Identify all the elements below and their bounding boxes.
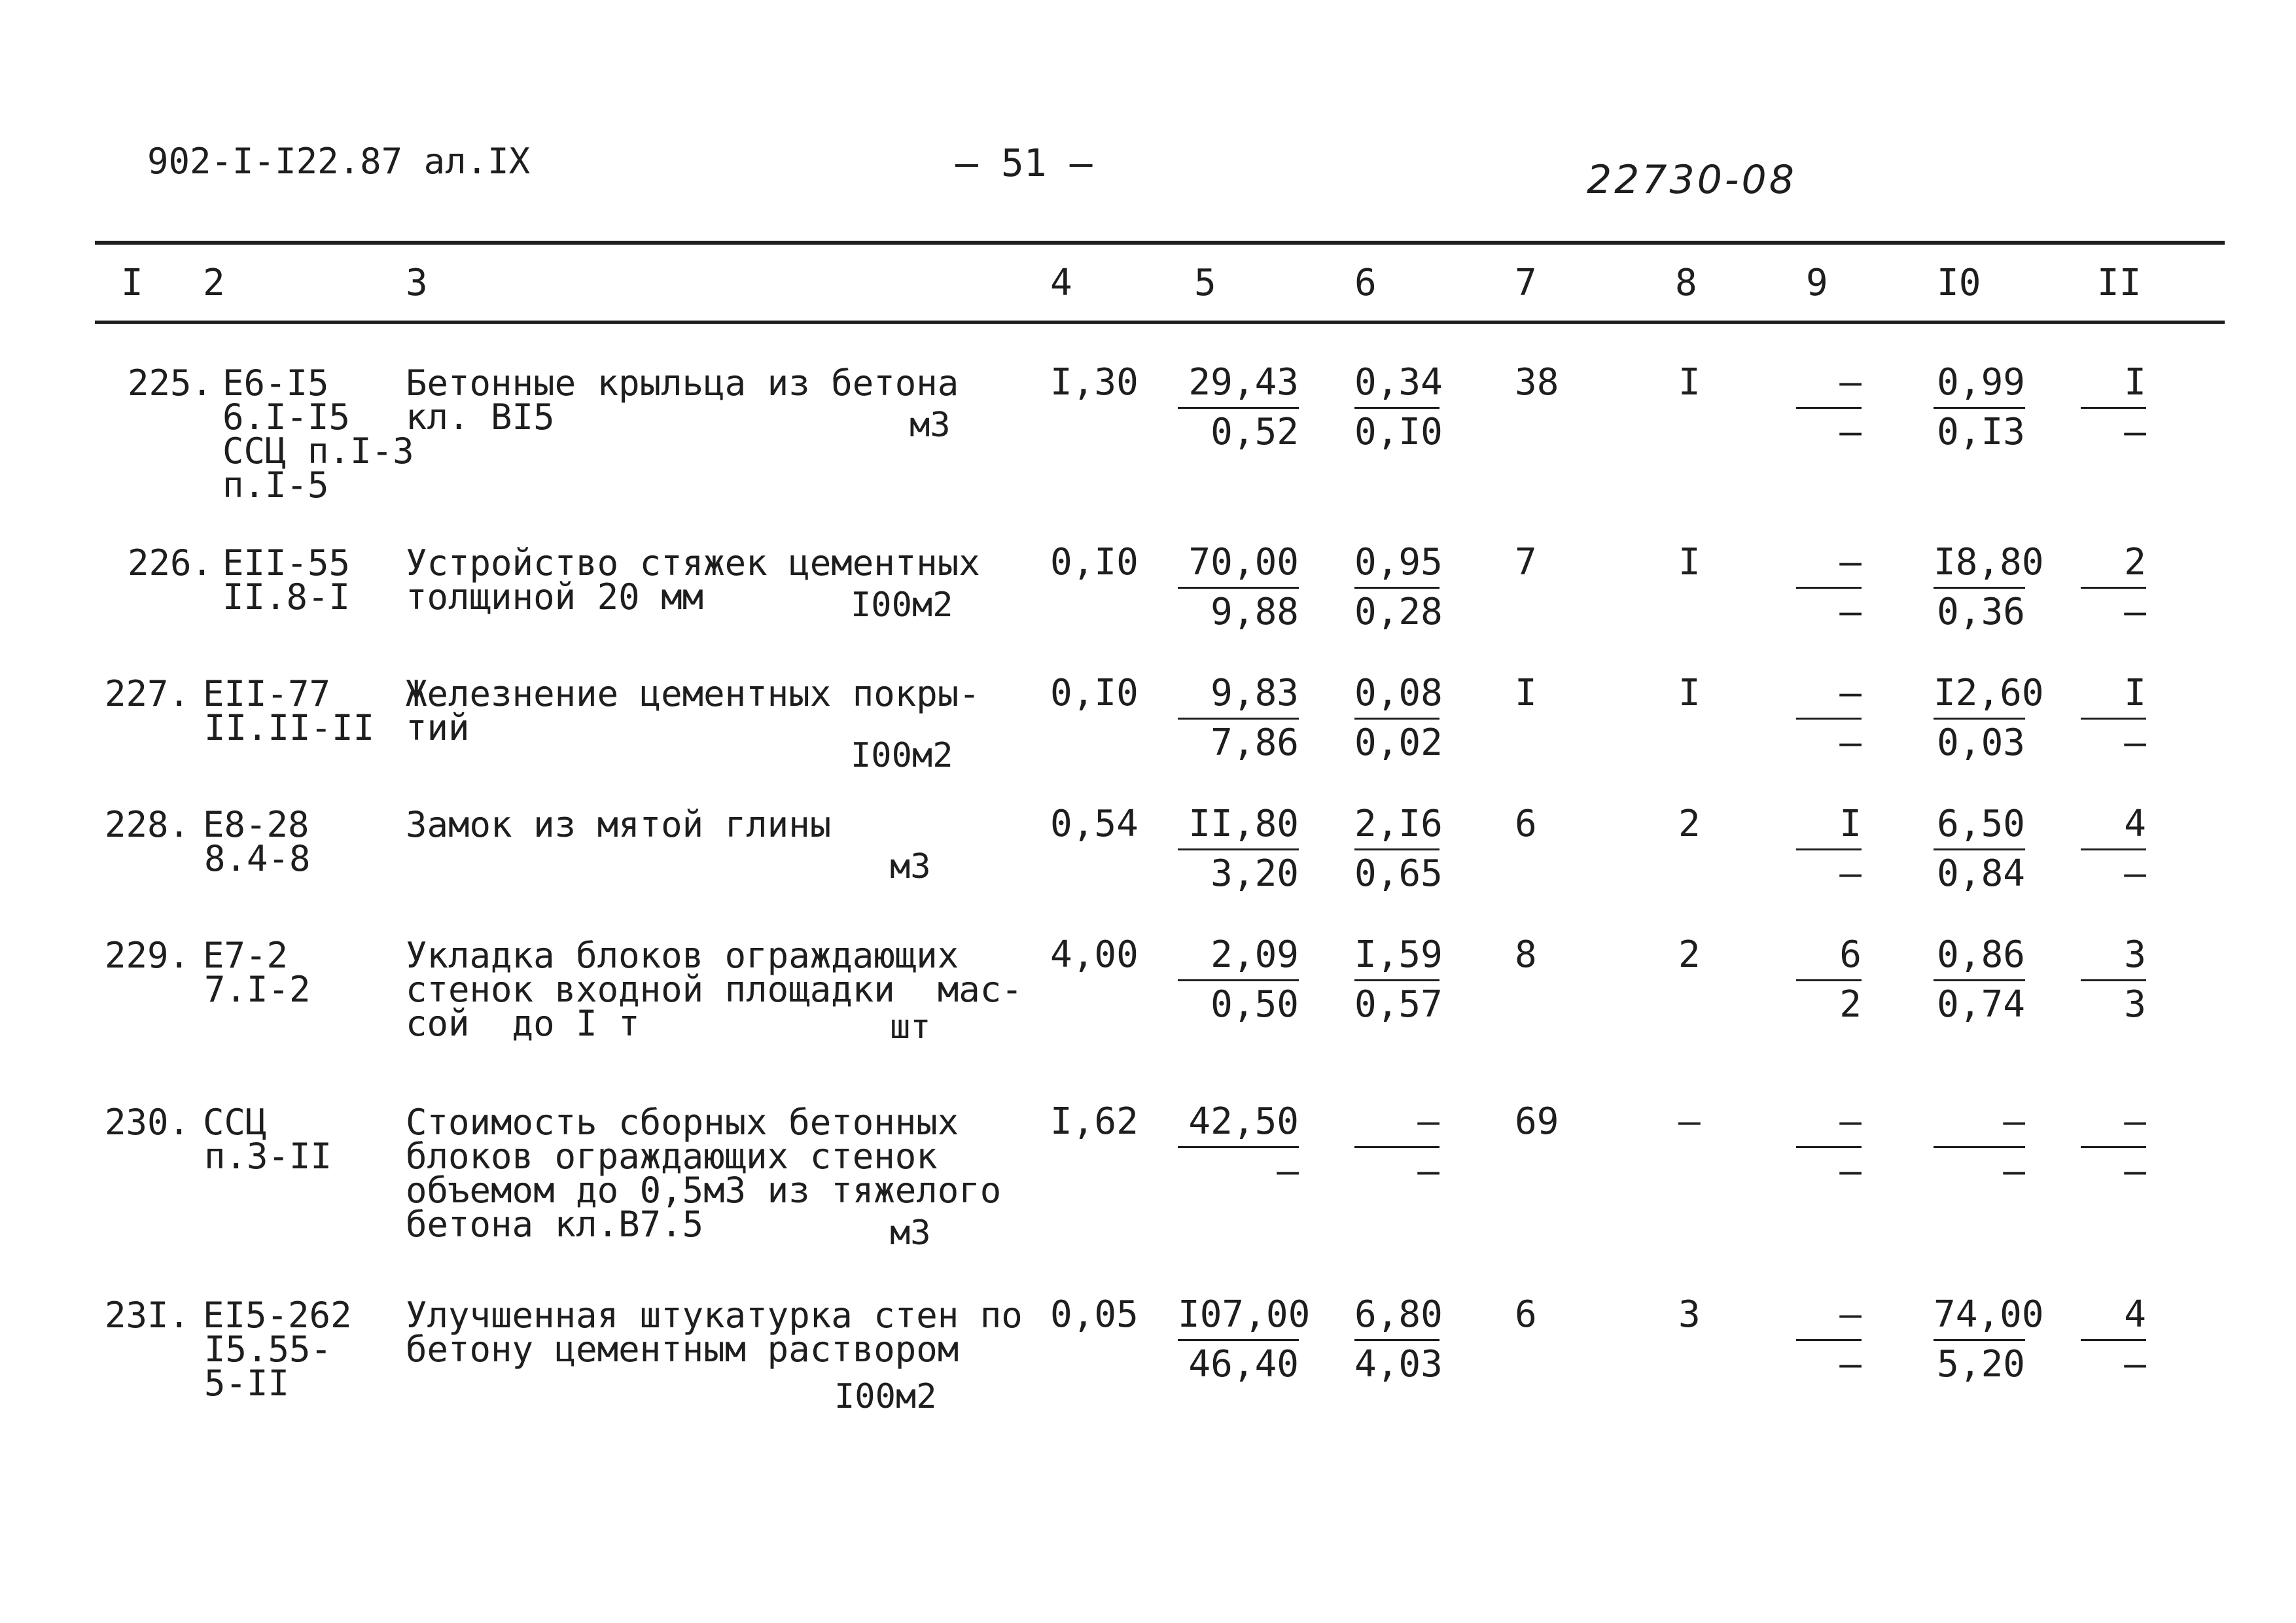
quantity: I,30 (1050, 361, 1139, 404)
fraction-line (1178, 587, 1299, 589)
fraction-line (1354, 1146, 1439, 1148)
fraction-line (2081, 979, 2146, 981)
column-header: 5 (1194, 262, 1216, 304)
fraction-line (1354, 1339, 1439, 1341)
col9-value-bottom: – (1839, 591, 1862, 633)
col9-value-top: – (1839, 361, 1862, 404)
fraction-line (1796, 718, 1862, 720)
col8-value: 2 (1678, 803, 1701, 845)
rate-code: I5.55- (204, 1329, 332, 1370)
fraction-line (1354, 848, 1439, 850)
col11-value-bottom: 3 (2124, 983, 2146, 1026)
work-description: Железнение цементных покры- (406, 673, 980, 714)
fraction-line (1178, 718, 1299, 720)
fraction-line (1796, 979, 1862, 981)
col10-value-top: 6,50 (1937, 803, 2025, 845)
col11-value-bottom: – (2124, 1150, 2146, 1193)
base-cost-top: 2,09 (1210, 934, 1299, 976)
unit-of-measure: м3 (890, 1213, 931, 1253)
fraction-line (1934, 587, 2025, 589)
row-number: 228. (105, 804, 190, 845)
col9-value-top: – (1839, 672, 1862, 714)
labor-cost-top: 0,95 (1354, 541, 1443, 584)
row-number: 23I. (105, 1295, 190, 1336)
col9-value-top: – (1839, 1293, 1862, 1336)
col11-value-bottom: – (2124, 591, 2146, 633)
fraction-line (2081, 718, 2146, 720)
base-cost-bottom: 7,86 (1210, 722, 1299, 764)
fraction-line (1178, 1339, 1299, 1341)
unit-of-measure: шт (890, 1007, 931, 1047)
fraction-line (1796, 1146, 1862, 1148)
labor-cost-top: 0,08 (1354, 672, 1443, 714)
labor-cost-bottom: 4,03 (1354, 1343, 1443, 1386)
col11-value-top: I (2124, 361, 2146, 404)
base-cost-bottom: 46,40 (1188, 1343, 1299, 1386)
unit-of-measure: м3 (910, 406, 951, 445)
col8-value: 3 (1678, 1293, 1701, 1336)
col8-value: I (1678, 672, 1701, 714)
base-cost-top: II,80 (1188, 803, 1299, 845)
work-description: кл. BI5 (406, 396, 555, 438)
base-cost-bottom: – (1277, 1150, 1299, 1193)
work-description: Стоимость сборных бетонных (406, 1102, 959, 1143)
labor-cost-bottom: – (1417, 1150, 1439, 1193)
fraction-line (1178, 979, 1299, 981)
column-header: I (121, 262, 143, 304)
col11-value-top: 4 (2124, 803, 2146, 845)
rate-code: E8-28 (203, 804, 309, 845)
col10-value-bottom: 0,84 (1937, 852, 2025, 895)
fraction-line (1354, 718, 1439, 720)
fraction-line (1178, 1146, 1299, 1148)
col10-value-top: I8,80 (1934, 541, 2044, 584)
col9-value-bottom: – (1839, 411, 1862, 453)
col7-value: 6 (1515, 1293, 1537, 1336)
rate-code: 8.4-8 (204, 838, 311, 879)
col8-value: I (1678, 361, 1701, 404)
col7-value: 8 (1515, 934, 1537, 976)
fraction-line (1796, 848, 1862, 850)
base-cost-bottom: 0,52 (1210, 411, 1299, 453)
col10-value-bottom: 0,36 (1937, 591, 2025, 633)
col7-value: 6 (1515, 803, 1537, 845)
rate-code: E6-I5 (222, 362, 329, 404)
fraction-line (1934, 1339, 2025, 1341)
labor-cost-top: 6,80 (1354, 1293, 1443, 1336)
base-cost-top: I07,00 (1178, 1293, 1311, 1336)
rate-code: E7-2 (203, 935, 289, 976)
base-cost-top: 70,00 (1188, 541, 1299, 584)
row-number: 225. (128, 362, 213, 404)
col10-value-bottom: 0,03 (1937, 722, 2025, 764)
fraction-line (1354, 979, 1439, 981)
col7-value: 7 (1515, 541, 1537, 584)
col8-value: I (1678, 541, 1701, 584)
col8-value: – (1678, 1100, 1701, 1143)
column-header: 7 (1515, 262, 1537, 304)
col9-value-bottom: 2 (1839, 983, 1862, 1026)
quantity: 0,54 (1050, 803, 1139, 845)
fraction-line (2081, 587, 2146, 589)
quantity: 4,00 (1050, 934, 1139, 976)
fraction-line (1354, 587, 1439, 589)
col10-value-top: 0,86 (1937, 934, 2025, 976)
labor-cost-bottom: 0,57 (1354, 983, 1443, 1026)
column-header: II (2097, 262, 2142, 304)
work-description: Замок из мятой глины (406, 804, 832, 845)
fraction-line (1178, 407, 1299, 409)
fraction-line (1934, 1146, 2025, 1148)
base-cost-top: 42,50 (1188, 1100, 1299, 1143)
col11-value-top: 3 (2124, 934, 2146, 976)
work-description: толщиной 20 мм (406, 576, 704, 618)
col10-value-bottom: 0,74 (1937, 983, 2025, 1026)
rate-code: EI5-262 (203, 1295, 352, 1336)
rate-code: EII-77 (203, 673, 331, 714)
column-header: I0 (1937, 262, 1981, 304)
rate-code: 7.I-2 (204, 969, 311, 1010)
column-header: 3 (406, 262, 428, 304)
table-header-rule (95, 321, 2225, 324)
unit-of-measure: м3 (890, 847, 931, 886)
col7-value: 69 (1515, 1100, 1559, 1143)
labor-cost-top: – (1417, 1100, 1439, 1143)
row-number: 230. (105, 1102, 190, 1143)
col9-value-top: – (1839, 541, 1862, 584)
base-cost-bottom: 3,20 (1210, 852, 1299, 895)
fraction-line (2081, 1146, 2146, 1148)
col11-value-top: 4 (2124, 1293, 2146, 1336)
column-header: 9 (1806, 262, 1828, 304)
quantity: 0,I0 (1050, 541, 1139, 584)
fraction-line (1934, 407, 2025, 409)
work-description: Устройство стяжек цементных (406, 542, 980, 584)
labor-cost-bottom: 0,65 (1354, 852, 1443, 895)
rate-code: 5-II (204, 1363, 290, 1404)
rate-code: II.8-I (222, 576, 351, 618)
rate-code: п.3-II (204, 1136, 332, 1177)
fraction-line (1796, 587, 1862, 589)
work-description: объемом до 0,5м3 из тяжелого (406, 1170, 1002, 1211)
col11-value-bottom: – (2124, 1343, 2146, 1386)
col9-value-top: I (1839, 803, 1862, 845)
col11-value-bottom: – (2124, 852, 2146, 895)
page-number: – 51 – (955, 141, 1093, 185)
col11-value-top: I (2124, 672, 2146, 714)
quantity: I,62 (1050, 1100, 1139, 1143)
column-header: 2 (203, 262, 225, 304)
rate-code: 6.I-I5 (222, 396, 351, 438)
col8-value: 2 (1678, 934, 1701, 976)
column-header: 8 (1675, 262, 1697, 304)
labor-cost-bottom: 0,I0 (1354, 411, 1443, 453)
unit-of-measure: I00м2 (851, 585, 953, 625)
table-top-rule (95, 241, 2225, 245)
fraction-line (1354, 407, 1439, 409)
work-description: стенок входной площадки мас- (406, 969, 1023, 1010)
col9-value-bottom: – (1839, 1343, 1862, 1386)
column-header: 4 (1050, 262, 1072, 304)
rate-code: ССЦ п.I-3 (222, 430, 414, 472)
col10-value-bottom: 0,I3 (1937, 411, 2025, 453)
work-description: Укладка блоков ограждающих (406, 935, 959, 976)
col10-value-bottom: – (2003, 1150, 2025, 1193)
fraction-line (1934, 718, 2025, 720)
col10-value-top: 0,99 (1937, 361, 2025, 404)
rate-code: EII-55 (222, 542, 351, 584)
col10-value-top: – (2003, 1100, 2025, 1143)
col9-value-bottom: – (1839, 722, 1862, 764)
work-description: сой до I т (406, 1003, 640, 1044)
col10-value-top: I2,60 (1934, 672, 2044, 714)
base-cost-top: 9,83 (1210, 672, 1299, 714)
col11-value-top: – (2124, 1100, 2146, 1143)
work-description: Улучшенная штукатурка стен по (406, 1295, 1023, 1336)
quantity: 0,I0 (1050, 672, 1139, 714)
labor-cost-top: I,59 (1354, 934, 1443, 976)
fraction-line (1934, 979, 2025, 981)
labor-cost-bottom: 0,28 (1354, 591, 1443, 633)
work-description: бетону цементным раствором (406, 1329, 959, 1370)
work-description: тий (406, 707, 470, 748)
unit-of-measure: I00м2 (834, 1377, 937, 1416)
col11-value-bottom: – (2124, 722, 2146, 764)
rate-code: II.II-II (204, 707, 375, 748)
col9-value-top: – (1839, 1100, 1862, 1143)
col9-value-bottom: – (1839, 852, 1862, 895)
col10-value-top: 74,00 (1934, 1293, 2044, 1336)
fraction-line (2081, 1339, 2146, 1341)
work-description: Бетонные крыльца из бетона (406, 362, 959, 404)
quantity: 0,05 (1050, 1293, 1139, 1336)
fraction-line (1796, 407, 1862, 409)
work-description: блоков ограждающих стенок (406, 1136, 938, 1177)
col10-value-bottom: 5,20 (1937, 1343, 2025, 1386)
rate-code: ССЦ (203, 1102, 267, 1143)
rate-code: п.I-5 (222, 464, 329, 506)
base-cost-top: 29,43 (1188, 361, 1299, 404)
fraction-line (1934, 848, 2025, 850)
base-cost-bottom: 9,88 (1210, 591, 1299, 633)
col11-value-top: 2 (2124, 541, 2146, 584)
labor-cost-top: 2,I6 (1354, 803, 1443, 845)
fraction-line (2081, 407, 2146, 409)
work-description: бетона кл.B7.5 (406, 1204, 704, 1245)
unit-of-measure: I00м2 (851, 736, 953, 775)
row-number: 226. (128, 542, 213, 584)
row-number: 227. (105, 673, 190, 714)
col11-value-bottom: – (2124, 411, 2146, 453)
fraction-line (1796, 1339, 1862, 1341)
labor-cost-top: 0,34 (1354, 361, 1443, 404)
row-number: 229. (105, 935, 190, 976)
document-number: 22730-08 (1587, 157, 1797, 203)
col7-value: I (1515, 672, 1537, 714)
fraction-line (1178, 848, 1299, 850)
col9-value-top: 6 (1839, 934, 1862, 976)
col7-value: 38 (1515, 361, 1559, 404)
document-code: 902-I-I22.87 ал.IX (147, 141, 531, 182)
col9-value-bottom: – (1839, 1150, 1862, 1193)
labor-cost-bottom: 0,02 (1354, 722, 1443, 764)
fraction-line (2081, 848, 2146, 850)
column-header: 6 (1354, 262, 1377, 304)
base-cost-bottom: 0,50 (1210, 983, 1299, 1026)
